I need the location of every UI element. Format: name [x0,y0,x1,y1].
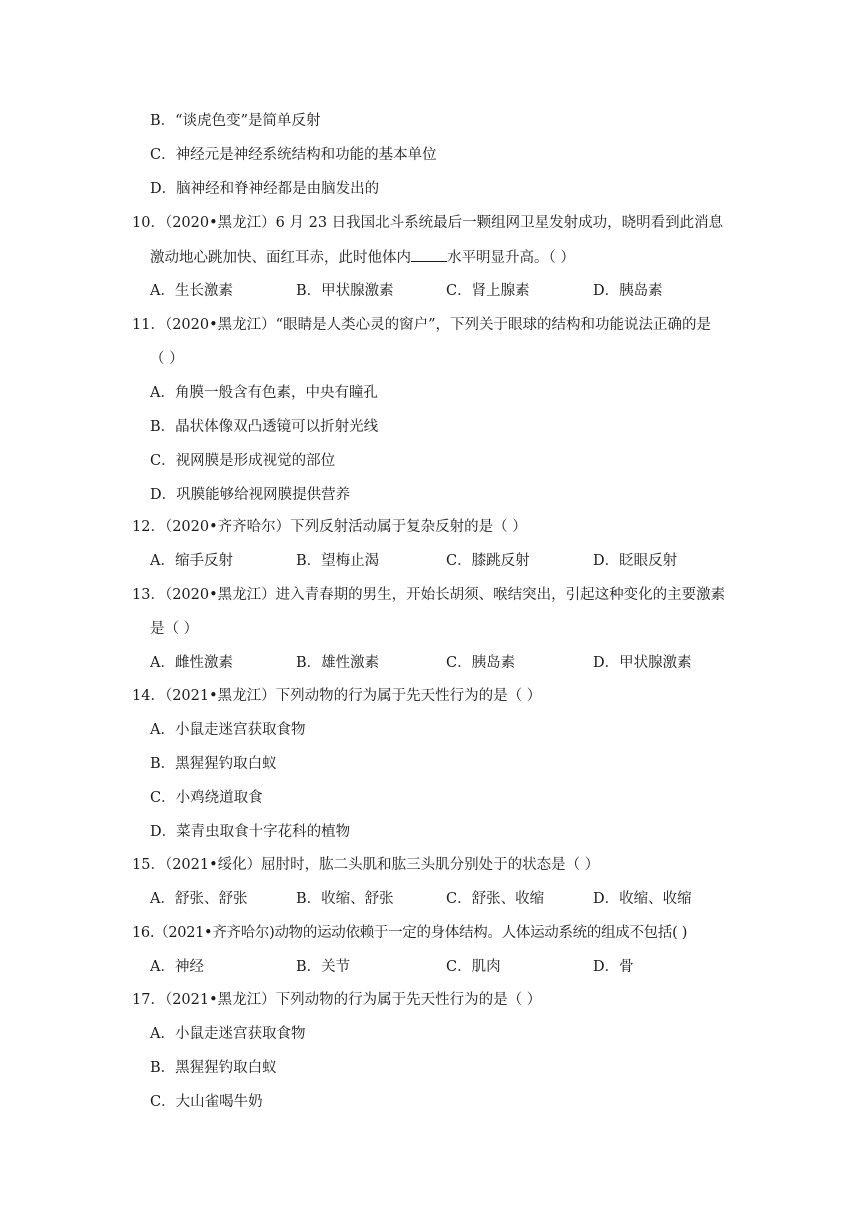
option-q10-a: A．生长激素 [150,283,233,299]
option-q16-d: D．骨 [593,959,634,975]
question-10-line1: 10．（2020•黑龙江）6 月 23 日我国北斗系统最后一颗组网卫星发射成功，晓明看到此消息 [132,215,724,231]
option-q17-a: A．小鼠走迷宫获取食物 [150,1026,306,1042]
option-q10-b: B．甲状腺激素 [296,283,394,299]
option-q15-a: A．舒张、舒张 [150,891,248,907]
option-q13-c: C．胰岛素 [446,655,516,671]
option-q14-d: D．菜青虫取食十字花科的植物 [150,824,351,840]
option-q13-b: B．雄性激素 [296,655,380,671]
option-q14-a: A．小鼠走迷宫获取食物 [150,722,306,738]
question-13-line1: 13．（2020•黑龙江）进入青春期的男生，开始长胡须、喉结突出，引起这种变化的主要激素 [132,587,726,603]
question-10-line2 [150,247,575,268]
option-q10-d: D．胰岛素 [593,283,663,299]
option-q9-d: D．脑神经和脊神经都是由脑发出的 [150,181,380,197]
option-q16-b: B．关节 [296,959,351,975]
question-15: 15．（2021•绥化）屈肘时，肱二头肌和肱三头肌分别处于的状态是（ ） [132,857,600,873]
question-12: 12．（2020•齐齐哈尔）下列反射活动属于复杂反射的是（ ） [132,519,527,535]
option-q16-a: A．神经 [150,959,204,975]
option-q15-b: B．收缩、舒张 [296,891,394,907]
option-q9-b: B．“谈虎色变”是简单反射 [150,113,321,129]
answer-blank [411,247,447,262]
option-q10-c: C．肾上腺素 [446,283,530,299]
question-11-line1: 11．（2020•黑龙江）“眼睛是人类心灵的窗户”，下列关于眼球的结构和功能说法正确的是 [132,317,711,333]
option-q9-c: C．神经元是神经系统结构和功能的基本单位 [150,147,437,163]
question-10-text-b: 水平明显升高。（ ） [447,250,575,266]
option-q14-c: C．小鸡绕道取食 [150,790,263,806]
option-q13-d: D．甲状腺激素 [593,655,692,671]
question-16: 16.（2021•齐齐哈尔)动物的运动依赖于一定的身体结构。人体运动系统的组成不包括( ) [132,925,688,941]
question-10-text-a: 激动地心跳加快、面红耳赤，此时他体内 [150,250,411,266]
option-q12-b: B．望梅止渴 [296,553,380,569]
option-q12-c: C．膝跳反射 [446,553,530,569]
option-q11-c: C．视网膜是形成视觉的部位 [150,453,336,469]
option-q16-c: C．肌肉 [446,959,501,975]
question-13-line2: 是（ ） [150,621,199,637]
option-q17-c: C．大山雀喝牛奶 [150,1094,263,1110]
question-11-line2: （ ） [150,351,184,367]
option-q14-b: B．黑猩猩钓取白蚁 [150,756,277,772]
question-14: 14．（2021•黑龙江）下列动物的行为属于先天性行为的是（ ） [132,688,542,704]
option-q12-d: D．眨眼反射 [593,553,678,569]
option-q17-b: B．黑猩猩钓取白蚁 [150,1060,277,1076]
option-q15-d: D．收缩、收缩 [593,891,692,907]
question-17: 17．（2021•黑龙江）下列动物的行为属于先天性行为的是（ ） [132,992,542,1008]
option-q11-d: D．巩膜能够给视网膜提供营养 [150,487,351,503]
option-q11-a: A．角膜一般含有色素，中央有瞳孔 [150,385,378,401]
option-q15-c: C．舒张、收缩 [446,891,545,907]
option-q12-a: A．缩手反射 [150,553,233,569]
option-q11-b: B．晶状体像双凸透镜可以折射光线 [150,419,379,435]
option-q13-a: A．雌性激素 [150,655,233,671]
